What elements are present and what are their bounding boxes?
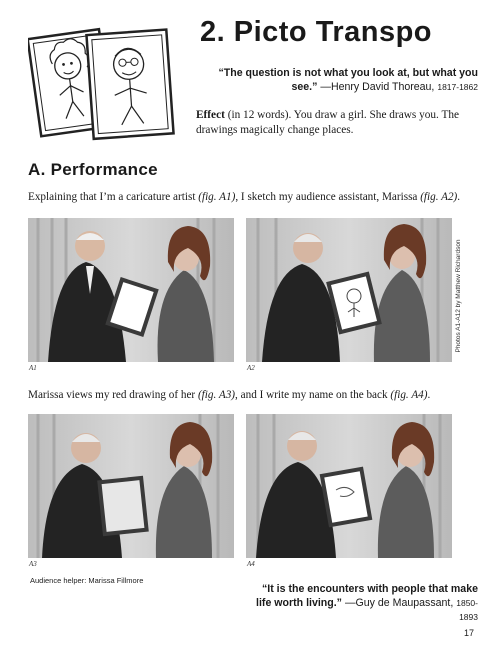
figure-ref-a4: (fig. A4): [390, 389, 428, 401]
paragraph-1-text-b: , I sketch my audience assistant, Marissa: [235, 191, 421, 203]
closing-quote-years: 1850-1893: [456, 598, 478, 622]
epigraph-years: 1817-1862: [437, 82, 478, 92]
closing-quote-text: “It is the encounters with people that make life worth living.”: [256, 583, 478, 609]
photo-credit: [454, 232, 466, 362]
photo-a4: [246, 414, 452, 558]
effect-label: Effect: [196, 109, 225, 121]
caption-a3: A3: [29, 560, 37, 568]
epigraph-author: —Henry David Thoreau,: [320, 81, 435, 93]
figure-ref-a2: (fig. A2): [420, 191, 458, 203]
paragraph-2-text-c: .: [427, 389, 431, 401]
page-title: 2. Picto Transpo: [200, 16, 432, 48]
epigraph-quote: “The question is not what you look at, but what you see.”: [218, 67, 478, 93]
paragraph-2-text-b: , and I write my name on the back: [235, 389, 391, 401]
section-heading: A. Performance: [28, 160, 158, 179]
paragraph-1: [28, 190, 478, 205]
closing-quote: [250, 582, 478, 624]
effect-text: (in 12 words). You draw a girl. She draws you. The drawings magically change places.: [196, 109, 460, 136]
paragraph-2: [28, 388, 478, 403]
photo-a1: [28, 218, 234, 362]
paragraph-2-text-a: Marissa views my red drawing of her: [28, 389, 198, 401]
epigraph: [196, 66, 478, 94]
paragraph-1-text-c: .: [457, 191, 461, 203]
photo-a3: [28, 414, 234, 558]
framed-drawings-illustration: [28, 22, 178, 144]
page-number: 17: [463, 628, 474, 638]
figure-ref-a3: (fig. A3): [197, 389, 236, 401]
closing-quote-author: —Guy de Maupassant,: [344, 597, 454, 609]
caption-a4: A4: [247, 560, 255, 568]
caption-a1: A1: [29, 364, 37, 372]
effect-summary: [196, 108, 476, 138]
audience-helper-credit: Audience helper: Marissa Fillmore: [30, 576, 144, 585]
photo-credit-text: Photos A1-A12 by Matthew Richardson: [455, 239, 462, 353]
photo-a2: [246, 218, 452, 362]
caption-a2: A2: [247, 364, 255, 372]
paragraph-1-text-a: Explaining that I’m a caricature artist: [28, 191, 199, 203]
figure-ref-a1: (fig. A1): [198, 191, 236, 203]
